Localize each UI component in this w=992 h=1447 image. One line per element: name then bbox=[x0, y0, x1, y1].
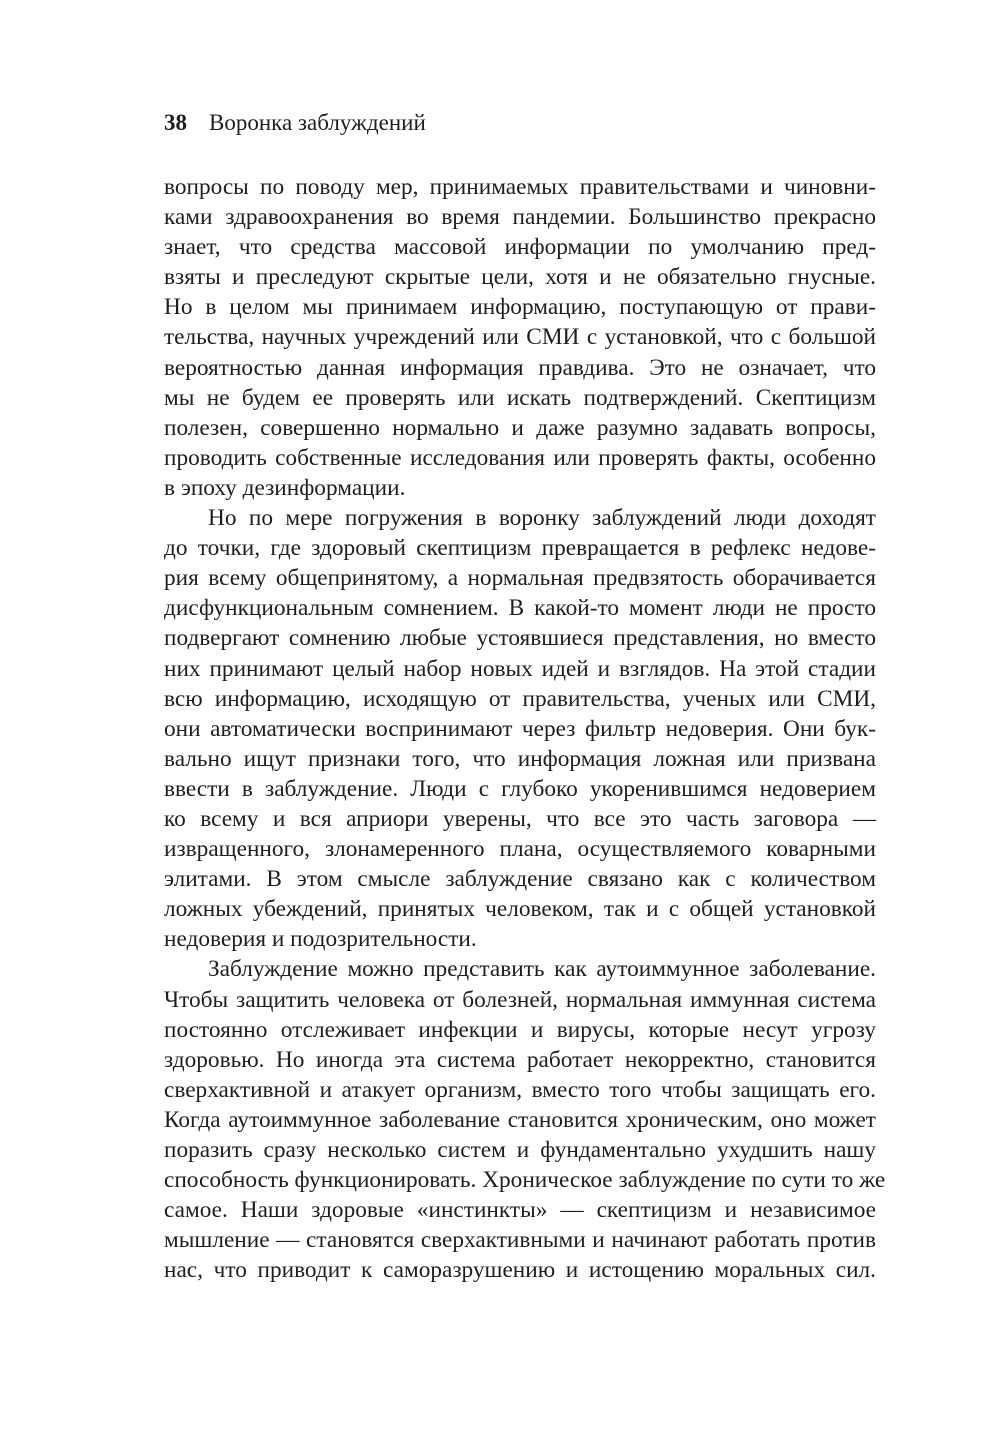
text-line: поразить сразу несколько систем и фундаментально ухудшить нашу bbox=[164, 1137, 876, 1163]
text-line: сверхактивной и атакует организм, вместо того чтобы защищать его. bbox=[164, 1076, 876, 1103]
text-line: самое. Наши здоровые «инстинкты» — скептицизм и независимое bbox=[164, 1197, 876, 1224]
text-line: элитами. В этом смысле заблуждение связано как с количеством bbox=[164, 866, 876, 893]
text-line: Но в целом мы принимаем информацию, поступающую от прави- bbox=[164, 294, 876, 321]
text-line: полезен, совершенно нормально и даже разумно задавать вопросы, bbox=[164, 414, 876, 441]
text-line: ложных убеждений, принятых человеком, так и с общей установкой bbox=[164, 896, 876, 923]
text-line: вероятностью данная информация правдива. Это не означает, что bbox=[164, 354, 876, 381]
text-line: Заблуждение можно представить как аутоиммунное заболевание. bbox=[208, 956, 876, 983]
text-line: вально ищут признаки того, что информация ложная или призвана bbox=[164, 745, 876, 772]
text-line: ками здравоохранения во время пандемии. Большинство прекрасно bbox=[164, 204, 876, 231]
text-line: подвергают сомнению любые устоявшиеся представления, но вместо bbox=[164, 625, 876, 652]
text-line: мы не будем ее проверять или искать подтверждений. Скептицизм bbox=[164, 384, 876, 411]
text-line: дисфункциональным сомнением. В какой-то момент люди не просто bbox=[164, 595, 876, 622]
body-text bbox=[164, 172, 886, 1285]
chapter-title: Воронка заблуждений bbox=[209, 110, 426, 135]
text-line: мышление — становятся сверхактивными и начинают работать против bbox=[164, 1227, 876, 1254]
text-line: тельства, научных учреждений или СМИ с установкой, что с большой bbox=[164, 324, 876, 351]
text-line: здоровью. Но иногда эта система работает некорректно, становится bbox=[164, 1046, 876, 1073]
text-line: Чтобы защитить человека от болезней, нормальная иммунная система bbox=[164, 986, 876, 1013]
text-line: всю информацию, исходящую от правительства, ученых или СМИ, bbox=[164, 685, 876, 712]
text-line: проводить собственные исследования или проверять факты, особенно bbox=[164, 444, 876, 471]
text-line: Но по мере погружения в воронку заблуждений люди доходят bbox=[208, 505, 876, 532]
text-line: способность функционировать. Хроническое заблуждение по сути то же bbox=[164, 1167, 886, 1194]
text-line: нас, что приводит к саморазрушению и истощению моральных сил. bbox=[164, 1257, 876, 1284]
text-line: ко всему и вся априори уверены, что все это часть заговора — bbox=[164, 805, 876, 832]
text-line: рия всему общепринятому, а нормальная предвзятость оборачивается bbox=[164, 565, 876, 592]
text-line: они автоматически воспринимают через фильтр недоверия. Они бук- bbox=[164, 715, 876, 742]
text-line: них принимают целый набор новых идей и взглядов. На этой стадии bbox=[164, 655, 876, 682]
text-line: знает, что средства массовой информации по умолчанию пред- bbox=[164, 234, 876, 261]
text-line: недоверия и подозрительности. bbox=[164, 926, 477, 953]
text-line: в эпоху дезинформации. bbox=[164, 474, 406, 501]
text-line: Когда аутоиммунное заболевание становится хроническим, оно может bbox=[164, 1106, 876, 1133]
text-line: постоянно отслеживает инфекции и вирусы, которые несут угрозу bbox=[164, 1016, 876, 1043]
text-line: ввести в заблуждение. Люди с глубоко укоренившимся недоверием bbox=[164, 775, 876, 802]
text-line: взяты и преследуют скрытые цели, хотя и не обязательно гнусные. bbox=[164, 264, 876, 291]
running-head bbox=[164, 108, 426, 138]
text-line: вопросы по поводу мер, принимаемых правительствами и чиновни- bbox=[164, 174, 876, 200]
text-line: извращенного, злонамеренного плана, осуществляемого коварными bbox=[164, 836, 876, 863]
page-number: 38 bbox=[164, 110, 187, 135]
text-line: до точки, где здоровый скептицизм превращается в рефлекс недове- bbox=[164, 535, 876, 562]
